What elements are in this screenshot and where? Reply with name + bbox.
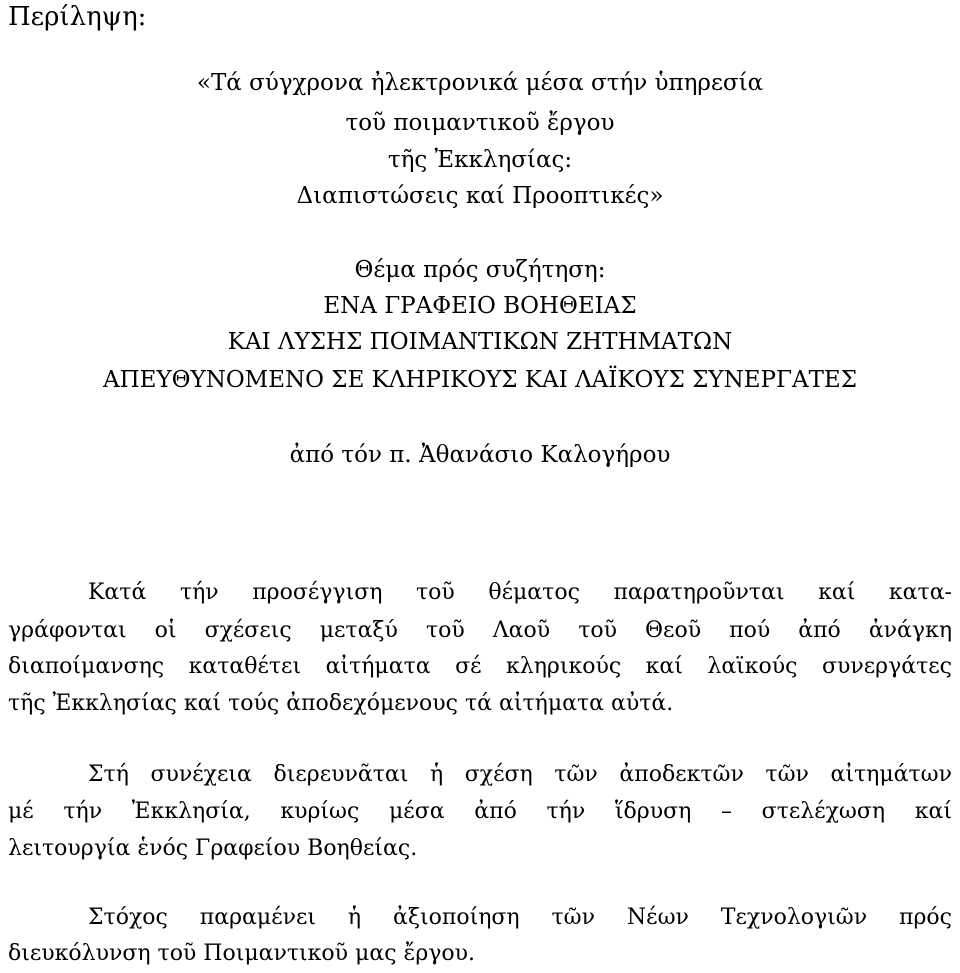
- paragraph-line: λειτουργία ἑνός Γραφείου Βοηθείας.: [8, 836, 418, 861]
- paragraph-line: Στόχος παραμένει ἡ ἀξιοποίηση τῶν Νέων Τεχνολογιῶν πρός: [88, 905, 952, 930]
- topic-line: ΚΑΙ ΛΥΣΗΣ ΠΟΙΜΑΝΤΙΚΩΝ ΖΗΤΗΜΑΤΩΝ: [227, 329, 733, 355]
- paragraph-line: τῆς Ἐκκλησίας καί τούς ἀποδεχόμενους τά αἰτήματα αὐτά.: [8, 691, 674, 716]
- topic-line: ΕΝΑ ΓΡΑΦΕΙΟ ΒΟΗΘΕΙΑΣ: [323, 293, 637, 319]
- author-line: ἀπό τόν π. Ἀθανάσιο Καλογήρου: [289, 442, 671, 468]
- paragraph-line: διαποίμανσης καταθέτει αἰτήματα σέ κληρικούς καί λαϊκούς συνεργάτες: [8, 654, 952, 679]
- topic-line: Θέμα πρός συζήτηση:: [354, 257, 606, 283]
- paragraph-line: Κατά τήν προσέγγιση τοῦ θέματος παρατηροῦνται καί κατα-: [88, 580, 952, 605]
- title-line: τοῦ ποιμαντικοῦ ἔργου: [345, 110, 615, 136]
- title-line: τῆς Ἐκκλησίας:: [387, 147, 573, 173]
- paragraph-line: γράφονται οἱ σχέσεις μεταξύ τοῦ Λαοῦ τοῦ Θεοῦ πού ἀπό ἀνάγκη: [8, 618, 952, 643]
- paragraph-line: μέ τήν Ἐκκλησία, κυρίως μέσα ἀπό τήν ἵδρυση – στελέχωση καί: [8, 799, 952, 824]
- title-line: «Τά σύγχρονα ἠλεκτρονικά μέσα στήν ὑπηρεσία: [196, 70, 764, 96]
- paragraph-line: Στή συνέχεια διερευνᾶται ἡ σχέση τῶν ἀποδεκτῶν τῶν αἰτημάτων: [88, 762, 952, 787]
- summary-heading: Περίληψη:: [8, 2, 147, 32]
- title-line: Διαπιστώσεις καί Προοπτικές»: [296, 183, 664, 209]
- topic-line: ΑΠΕΥΘΥΝΟΜΕΝΟ ΣΕ ΚΛΗΡΙΚΟΥΣ ΚΑΙ ΛΑΪΚΟΥΣ ΣΥΝΕΡΓΑΤΕΣ: [103, 367, 857, 393]
- paragraph-line: διευκόλυνση τοῦ Ποιμαντικοῦ μας ἔργου.: [8, 941, 476, 966]
